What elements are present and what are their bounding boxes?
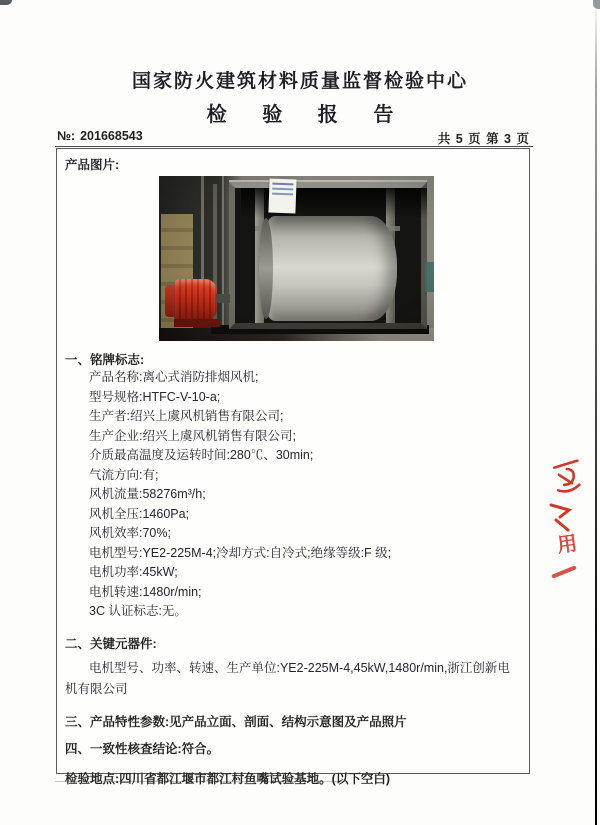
nameplate-item-motor-power: 电机功率:45kW; <box>89 565 178 579</box>
nameplate-item-list <box>89 368 521 622</box>
nameplate-item-model-spec: 型号规格:HTFC-V-10-a; <box>89 389 221 404</box>
nameplate-item-3c-mark: 3C 认证标志:无。 <box>89 604 187 618</box>
report-meta-row <box>57 129 530 147</box>
nameplate-item-product-name: 产品名称:离心式消防排烟风机; <box>89 370 259 384</box>
nameplate-item-flow-rate: 风机流量:58276m³/h; <box>89 487 206 501</box>
report-title: 检 验 报 告 <box>206 104 409 126</box>
red-stamp-fragment-top <box>548 458 589 500</box>
organization-title: 国家防火建筑材料质量监督检验中心 <box>131 71 468 92</box>
report-content-box <box>56 148 530 786</box>
product-photo-caption: 产品图片: <box>65 158 120 172</box>
nameplate-item-airflow-dir: 气流方向:有; <box>89 467 159 482</box>
section-4-line: 四、一致性核查结论:符合。 <box>65 741 220 756</box>
report-number-label: №: <box>57 129 76 143</box>
key-components-text: 电机型号、功率、转速、生产单位:YE2-225M-4,45kW,1480r/min,浙江创新电机有限公司 <box>65 660 510 696</box>
report-number <box>57 129 143 143</box>
inspection-location-line: 检验地点:四川省都江堰市都江村鱼嘴试验基地。(以下空白) <box>65 771 390 786</box>
section-2-heading: 二、关键元器件: <box>65 636 157 651</box>
report-number-value: 201668543 <box>80 129 143 143</box>
red-stamp-character: 用 <box>555 532 579 558</box>
nameplate-item-efficiency: 风机效率:70%; <box>89 526 171 540</box>
nameplate-item-manufacturer: 生产企业:绍兴上虞风机销售有限公司; <box>89 428 296 443</box>
pagination: 共 5 页 第 3 页 <box>437 132 530 146</box>
nameplate-item-max-temp-time: 介质最高温度及运转时间:280℃、30min; <box>89 448 314 462</box>
nameplate-item-motor-model: 电机型号:YE2-225M-4;冷却方式:自冷式;绝缘等级:F 级; <box>89 545 392 560</box>
scan-corner-mark-top-left <box>0 0 12 5</box>
nameplate-item-producer: 生产者:绍兴上虞风机销售有限公司; <box>89 409 284 423</box>
photo-vignette <box>159 176 434 341</box>
nameplate-item-motor-speed: 电机转速:1480r/min; <box>89 584 202 599</box>
nameplate-item-total-pressure: 风机全压:1460Pa; <box>89 506 190 521</box>
product-photo <box>159 176 434 341</box>
section-3-line: 三、产品特性参数:见产品立面、剖面、结构示意图及产品照片 <box>65 714 407 729</box>
red-stamp-fragment-bottom <box>551 565 577 578</box>
header-rule <box>55 146 533 147</box>
section-1-heading: 一、铭牌标志: <box>65 353 145 367</box>
